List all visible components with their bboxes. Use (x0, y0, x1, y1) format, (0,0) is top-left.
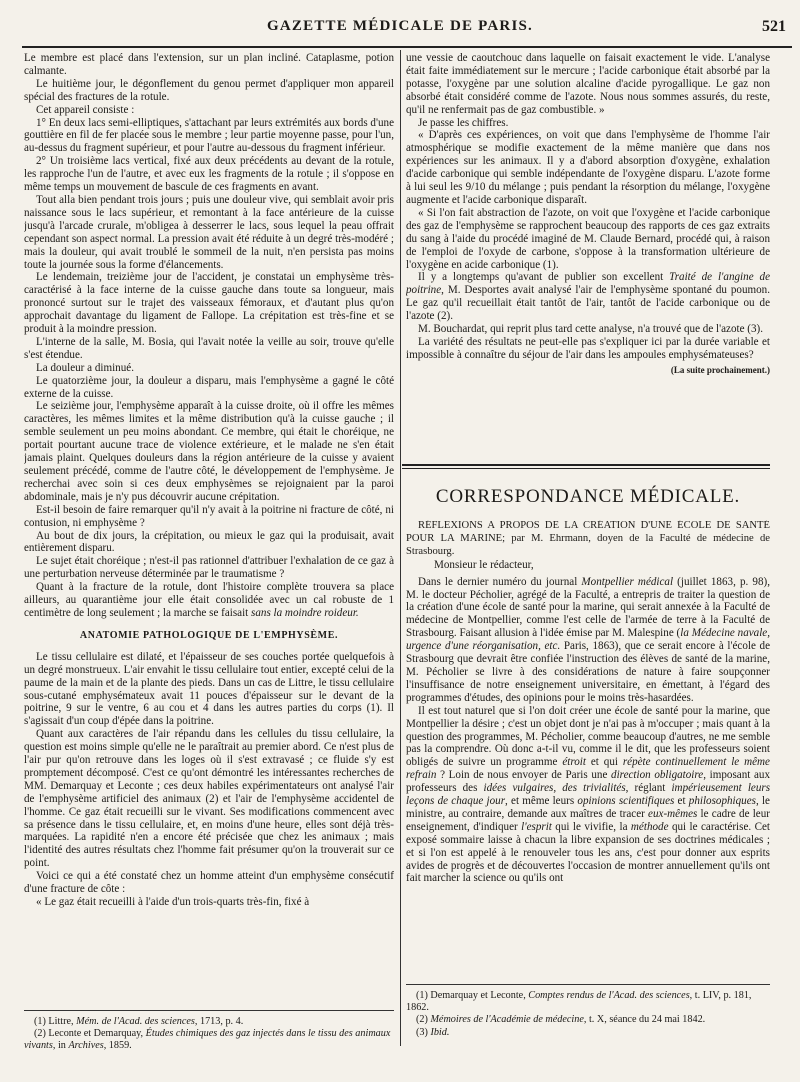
article-byline: ; par M. Ehrmann, doyen de la Faculté de médecine de Strasbourg. (406, 532, 770, 557)
text-run: Il y a longtemps qu'avant de publier son excellent (418, 271, 670, 284)
text-run: Il est tout naturel que si l'on doit créer une école de santé pour la marine, que Montpellier la désire ; c'est un objet dont je n'ai pas à m'occuper ; mais quant à la question des programmes, M. Pécholier, comme beaucoup d'autres, ne me semble pas la comprendre. Où donc a-t-il vu, comme il le dit, que les professeurs soient obligés de suivre un programme (406, 704, 770, 769)
section-double-rule (402, 464, 770, 466)
italic-run: méthode (630, 820, 669, 833)
page-number: 521 (762, 18, 786, 35)
correspondance-title: CORRESPONDANCE MÉDICALE. (435, 486, 741, 507)
text-run: , 1859. (103, 1040, 132, 1052)
article-heading (406, 520, 770, 559)
footnote-rule (406, 984, 770, 985)
text-run: , M. Desportes avait analysé l'air de l'emphysème spontané du poumon. Le gaz qu'il recueillait était tantôt de l'air, tantôt de l'acide carbonique ou de l'azote (2). (406, 284, 770, 323)
text-run: ? Loin de nous envoyer de Paris une (436, 769, 612, 782)
paragraph: 2° Un troisième lacs vertical, fixé aux deux précédents au devant de la rotule, les rapproche l'un de l'autre, et avec eux les fragments de la rotule ; il s'oppose en même temps un mouvement de bascule de ces fragments en avant. (24, 155, 394, 194)
text-run: , in (52, 1040, 69, 1052)
text-run: et qui (585, 756, 623, 769)
paragraph: Le seizième jour, l'emphysème apparaît à la cuisse droite, où il offre les mêmes caractères, les mêmes limites et la même distribution qu'à la cuisse gauche ; il semble seulement un peu moins abondant. Ce membre, qui était le choréique, ne portait pourtant aucune trace de violence extérieure, et le malade ne s'en était jamais plaint. Quelques douleurs dans la région antérieure de la cuisse y avaient seulement précédé, comme de l'autre côté, le développement de l'emphysème. Je recherchai avec soin si ces deux emphysèmes se rejoignaient par la paroi abdominale, mais je n'y pus découvrir aucune crépitation. (24, 400, 394, 503)
footnote (24, 1016, 394, 1028)
text-run: et (674, 795, 689, 808)
running-header (0, 8, 800, 38)
italic-run: philosophiques (688, 795, 756, 808)
text-run: (juillet 1863, p. 98), M. le docteur Pécholier, agrégé de la Faculté, a entrepris de traiter la question de la création d'une école de santé pour la marine, qui serait annexée à la Faculté de médecine de Montpellier, comme l'est celle de l'armée de terre à la Faculté de Strasbourg. Faisant allusion à l'idée émise par M. Malespine ( (406, 575, 770, 640)
right-footnotes (406, 990, 770, 1039)
paragraph: Le quatorzième jour, la douleur a disparu, mais l'emphysème a gagné le côté externe de la cuisse. (24, 374, 394, 400)
italic-run: direction obligatoire (611, 769, 704, 782)
text-run: Paris, 1863), que ce serait encore à l'école de Strasbourg que devrait être confiée l'instruction des élèves de santé de la marine, M. Pécholier se livre à des considérations de nature à faire soupçonner l'insuffisance de notre enseignement universitaire, en émettant, à l'égard des programmes d'études, des opinions pour le moins très-hasardées. (406, 640, 770, 704)
section-heading: ANATOMIE PATHOLOGIQUE DE L'EMPHYSÈME. (79, 629, 339, 641)
text-run: , imposant aux professeurs des (406, 769, 770, 795)
paragraph: Quant aux caractères de l'air répandu dans les cellules du tissu cellulaire, la question est moins simple qu'elle ne le paraîtrait au premier abord. Ce n'est plus de l'air pur qu'on retrouve dans les loges où il s'est extravasé ; ce fluide s'y est promptement décomposé. C'est ce qu'ont démontré les intéressantes recherches de MM. Demarquay et Leconte ; ces deux habiles expérimentateurs ont analysé l'air de l'emphysème artificiel des animaux (2) et l'air de l'emphysème accidentel de l'homme. Ce gaz était recueilli sur le vivant. Ses modifications commencent avec sa présence dans le tissu cellulaire, et, en moins d'une heure, elles sont déjà très-marquées. La rapidité n'en a encore été précisée que chez les animaux ; mais l'identité des autres résultats chez l'homme fait présumer qu'on la trouverait sur ce point. (24, 728, 394, 870)
text-run: (1) Demarquay et Leconte, (416, 990, 529, 1001)
text-run: (1) Littre, (34, 1016, 77, 1027)
paragraph: Est-il besoin de faire remarquer qu'il n'y avait à la poitrine ni fracture de côté, ni contusion, ni emphysème ? (24, 503, 394, 529)
text-run: , 1713, p. 4. (194, 1016, 244, 1027)
paragraph (406, 576, 770, 705)
italic-run: Mémoires de l'Académie de médecine (430, 1014, 584, 1026)
paragraph: Le sujet était choréique ; n'est-il pas rationnel d'attribuer l'exhalation de ce gaz à une perturbation nerveuse déterminée par le traumatisme ? (24, 555, 394, 581)
text-run: (2) Leconte et Demarquay, (34, 1028, 146, 1040)
text-run: , t. X, séance du 24 mai 1842. (583, 1014, 706, 1026)
italic-run: opinions scientifiques (577, 795, 675, 808)
paragraph: Je passe les chiffres. (418, 116, 509, 129)
right-column-bottom (406, 520, 770, 982)
text-run: le cadre de leur enseignement, d'indiquer (406, 807, 770, 833)
article-title: RÉFLEXIONS A PROPOS DE LA CRÉATION D'UNE ÉCOLE DE SANTÉ POUR LA MARINE (406, 520, 770, 544)
paragraph: L'interne de la salle, M. Bosia, qui l'avait notée la veille au soir, trouve qu'elle s'est étendue. (24, 335, 394, 361)
right-column-top (406, 52, 770, 448)
left-column (24, 52, 394, 1007)
paragraph: Le membre est placé dans l'extension, sur un plan incliné. Cataplasme, potion calmante. (24, 52, 394, 77)
text-run: , le ministre, au contraire, demande aux maîtres de tracer (406, 795, 770, 820)
column-divider (400, 50, 401, 1046)
footnote (406, 990, 770, 1014)
paragraph (24, 581, 394, 620)
paragraph: « D'après ces expériences, on voit que dans l'emphysème de l'homme l'air atmosphérique se modifie exactement de la même manière que dans nos expériences sur les animaux. Il y a d'abord absorption d'oxygène, exhalation d'acide carbonique qui semble indépendante de l'oxygène disparu. L'azote forme à lui seul les 9/10 du mélange ; puis pendant la résorption du mélange, l'oxygène augmente et l'acide carbonique disparaît. (406, 129, 770, 206)
footnote-rule (24, 1010, 394, 1011)
italic-run: Ibid. (430, 1026, 450, 1038)
paragraph: La douleur a diminué. (36, 361, 134, 374)
header-rule (22, 46, 792, 48)
text-run: qui le caractérise. Cet exposé sommaire laisse à chacun la libre expansion de ses doctrines médicales ; et si l'on est appelé à le renouveler tous les ans, c'est pour donner aux esprits avides de progrès et de découvertes l'occasion de montrer annuellement qu'ils ont fait marcher la science ou qu'ils ont (406, 820, 770, 885)
salutation: Monsieur le rédacteur, (434, 558, 534, 571)
italic-run: Archives (68, 1040, 104, 1052)
footnote (406, 1027, 770, 1039)
italic-run: Traité de l'angine de poitrine (406, 271, 770, 297)
paragraph: La variété des résultats ne peut-elle pas s'expliquer ici par la durée variable et impossible à connaître du séjour de l'air dans les ampoules emphysémateuses? (406, 335, 770, 361)
text-run: , et même leurs (505, 795, 578, 808)
italic-run: eux-mêmes (648, 807, 698, 820)
text-run: Dans le dernier numéro du journal (418, 575, 582, 588)
paragraph: une vessie de caoutchouc dans laquelle on faisait exactement le vide. L'analyse était faite immédiatement sur le mercure ; l'acide carbonique était absorbé par la potasse, l'oxygène par une solution alcaline d'acide pyrogallique. Le gaz non absorbé était considéré comme de l'azote. Nous nous sommes assurés, du reste, qu'il ne renfermait pas de gaz combustible. » (406, 52, 770, 116)
paragraph: « Si l'on fait abstraction de l'azote, on voit que l'oxygène et l'acide carbonique des gaz de l'emphysème se rapprochent beaucoup des rapports de ces gaz extraits du sang à l'aide du procédé imaginé de M. Claude Bernard, procédé qui, à raison de l'emploi de l'oxyde de carbone, s'oppose à la transformation ultérieure de l'oxygène en acide carbonique (1). (406, 206, 770, 271)
italic-run: Montpellier médical (581, 575, 674, 588)
left-footnotes (24, 1016, 394, 1053)
paragraph: Le huitième jour, le dégonflement du genou permet d'appliquer mon appareil spécial des fractures de la rotule. (24, 77, 394, 103)
italic-run: répète continuellement le même refrain (406, 756, 770, 782)
continuation-note: (La suite prochainement.) (670, 364, 770, 375)
paragraph: Au bout de dix jours, la crépitation, ou mieux le gaz qui la produisait, avait entièrement disparu. (24, 529, 394, 555)
paragraph: Voici ce qui a été constaté chez un homme atteint d'un emphysème consécutif d'une fracture de côte : (24, 870, 394, 896)
text-run: , t. LIV, p. 181, 1862. (406, 990, 752, 1014)
italic-run: Comptes rendus de l'Acad. des sciences (528, 990, 690, 1001)
footnote (24, 1028, 394, 1052)
text-run: qui le vivifie, la (551, 820, 631, 833)
paragraph: Cet appareil consiste : (36, 103, 135, 116)
italic-run: étroit (562, 756, 586, 769)
italic-run: l'esprit (521, 820, 552, 833)
journal-title: GAZETTE MÉDICALE DE PARIS. (267, 18, 533, 34)
text-run: (3) (416, 1026, 431, 1038)
italic-run: idées vulgaires, des trivialités (483, 782, 626, 795)
section-double-rule-inner (402, 468, 770, 469)
text-run: (2) (416, 1014, 431, 1026)
paragraph: Le lendemain, treizième jour de l'accident, je constatai un emphysème très-caractérisé à la face interne de la cuisse gauche dans toute sa longueur, mais prononcé surtout sur le trajet des vaisseaux fémoraux, et d'autant plus qu'on approchait davantage du ligament de Fallope. La crépitation est très-fine et se produit à la moindre pression. (24, 271, 394, 336)
italic-run: Études chimiques des gaz injectés dans le tissu des animaux vivants (24, 1028, 391, 1052)
paragraph: « Le gaz était recueilli à l'aide d'un trois-quarts très-fin, fixé à (36, 896, 310, 908)
paragraph: M. Bouchardat, qui reprit plus tard cette analyse, n'a trouvé que de l'azote (3). (418, 323, 764, 336)
paragraph: Le tissu cellulaire est dilaté, et l'épaisseur de ses couches portée quelquefois à un degré monstrueux. L'air envahit le tissu cellulaire tout entier, excepté celui de la paume de la main et de la plante des pieds. Dans un cas de Littre, le tissu cellulaire sous-cutané emphysémateux avait 11 pouces d'épaisseur sur le devant de la poitrine, 9 sur le ventre, 6 au cou et 4 dans les autres parties du corps (1). Il s'agissait d'un coup d'épée dans la poitrine. (24, 650, 394, 728)
text-run: , réglant (625, 782, 672, 795)
text-run: Quant à la fracture de la rotule, dont l'histoire complète trouvera sa place ailleurs, au quarantième jour elle était consolidée avec un cal robuste de 1 centimètre de long seulement ; la marche se faisait (24, 581, 394, 619)
footnote (406, 1014, 770, 1026)
paragraph: Tout alla bien pendant trois jours ; puis une douleur vive, qui semblait avoir pris naissance sous le lacs supérieur, et remontant à la face antérieure de la cuisse jusqu'à l'arcade crurale, m'obligea à desserrer le lacs, sous lequel la peau offrait cependant son aspect normal. La pression avait été réduite à un degré très-modéré ; mais la douleur, qui avait troublé le sommeil de la nuit, n'en persista pas moins toute la journée sous la forme d'élancements. (24, 193, 394, 271)
italic-run: Mém. de l'Acad. des sciences (76, 1016, 195, 1027)
italic-run: la Médecine navale, urgence d'une réorganisation, etc. (406, 627, 770, 653)
italic-run: impérieusement leurs leçons de chaque jour (406, 782, 770, 808)
italic-run: sans la moindre roideur. (251, 606, 359, 619)
paragraph (406, 705, 770, 886)
paragraph: 1° En deux lacs semi-elliptiques, s'attachant par leurs extrémités aux bords d'une gouttière en fil de fer placée sous le membre ; leur partie moyenne passe, pour l'un, au-dessus du fragment supérieur, et pour l'autre au-dessous du fragment inférieur. (24, 116, 394, 155)
paragraph (406, 271, 770, 323)
